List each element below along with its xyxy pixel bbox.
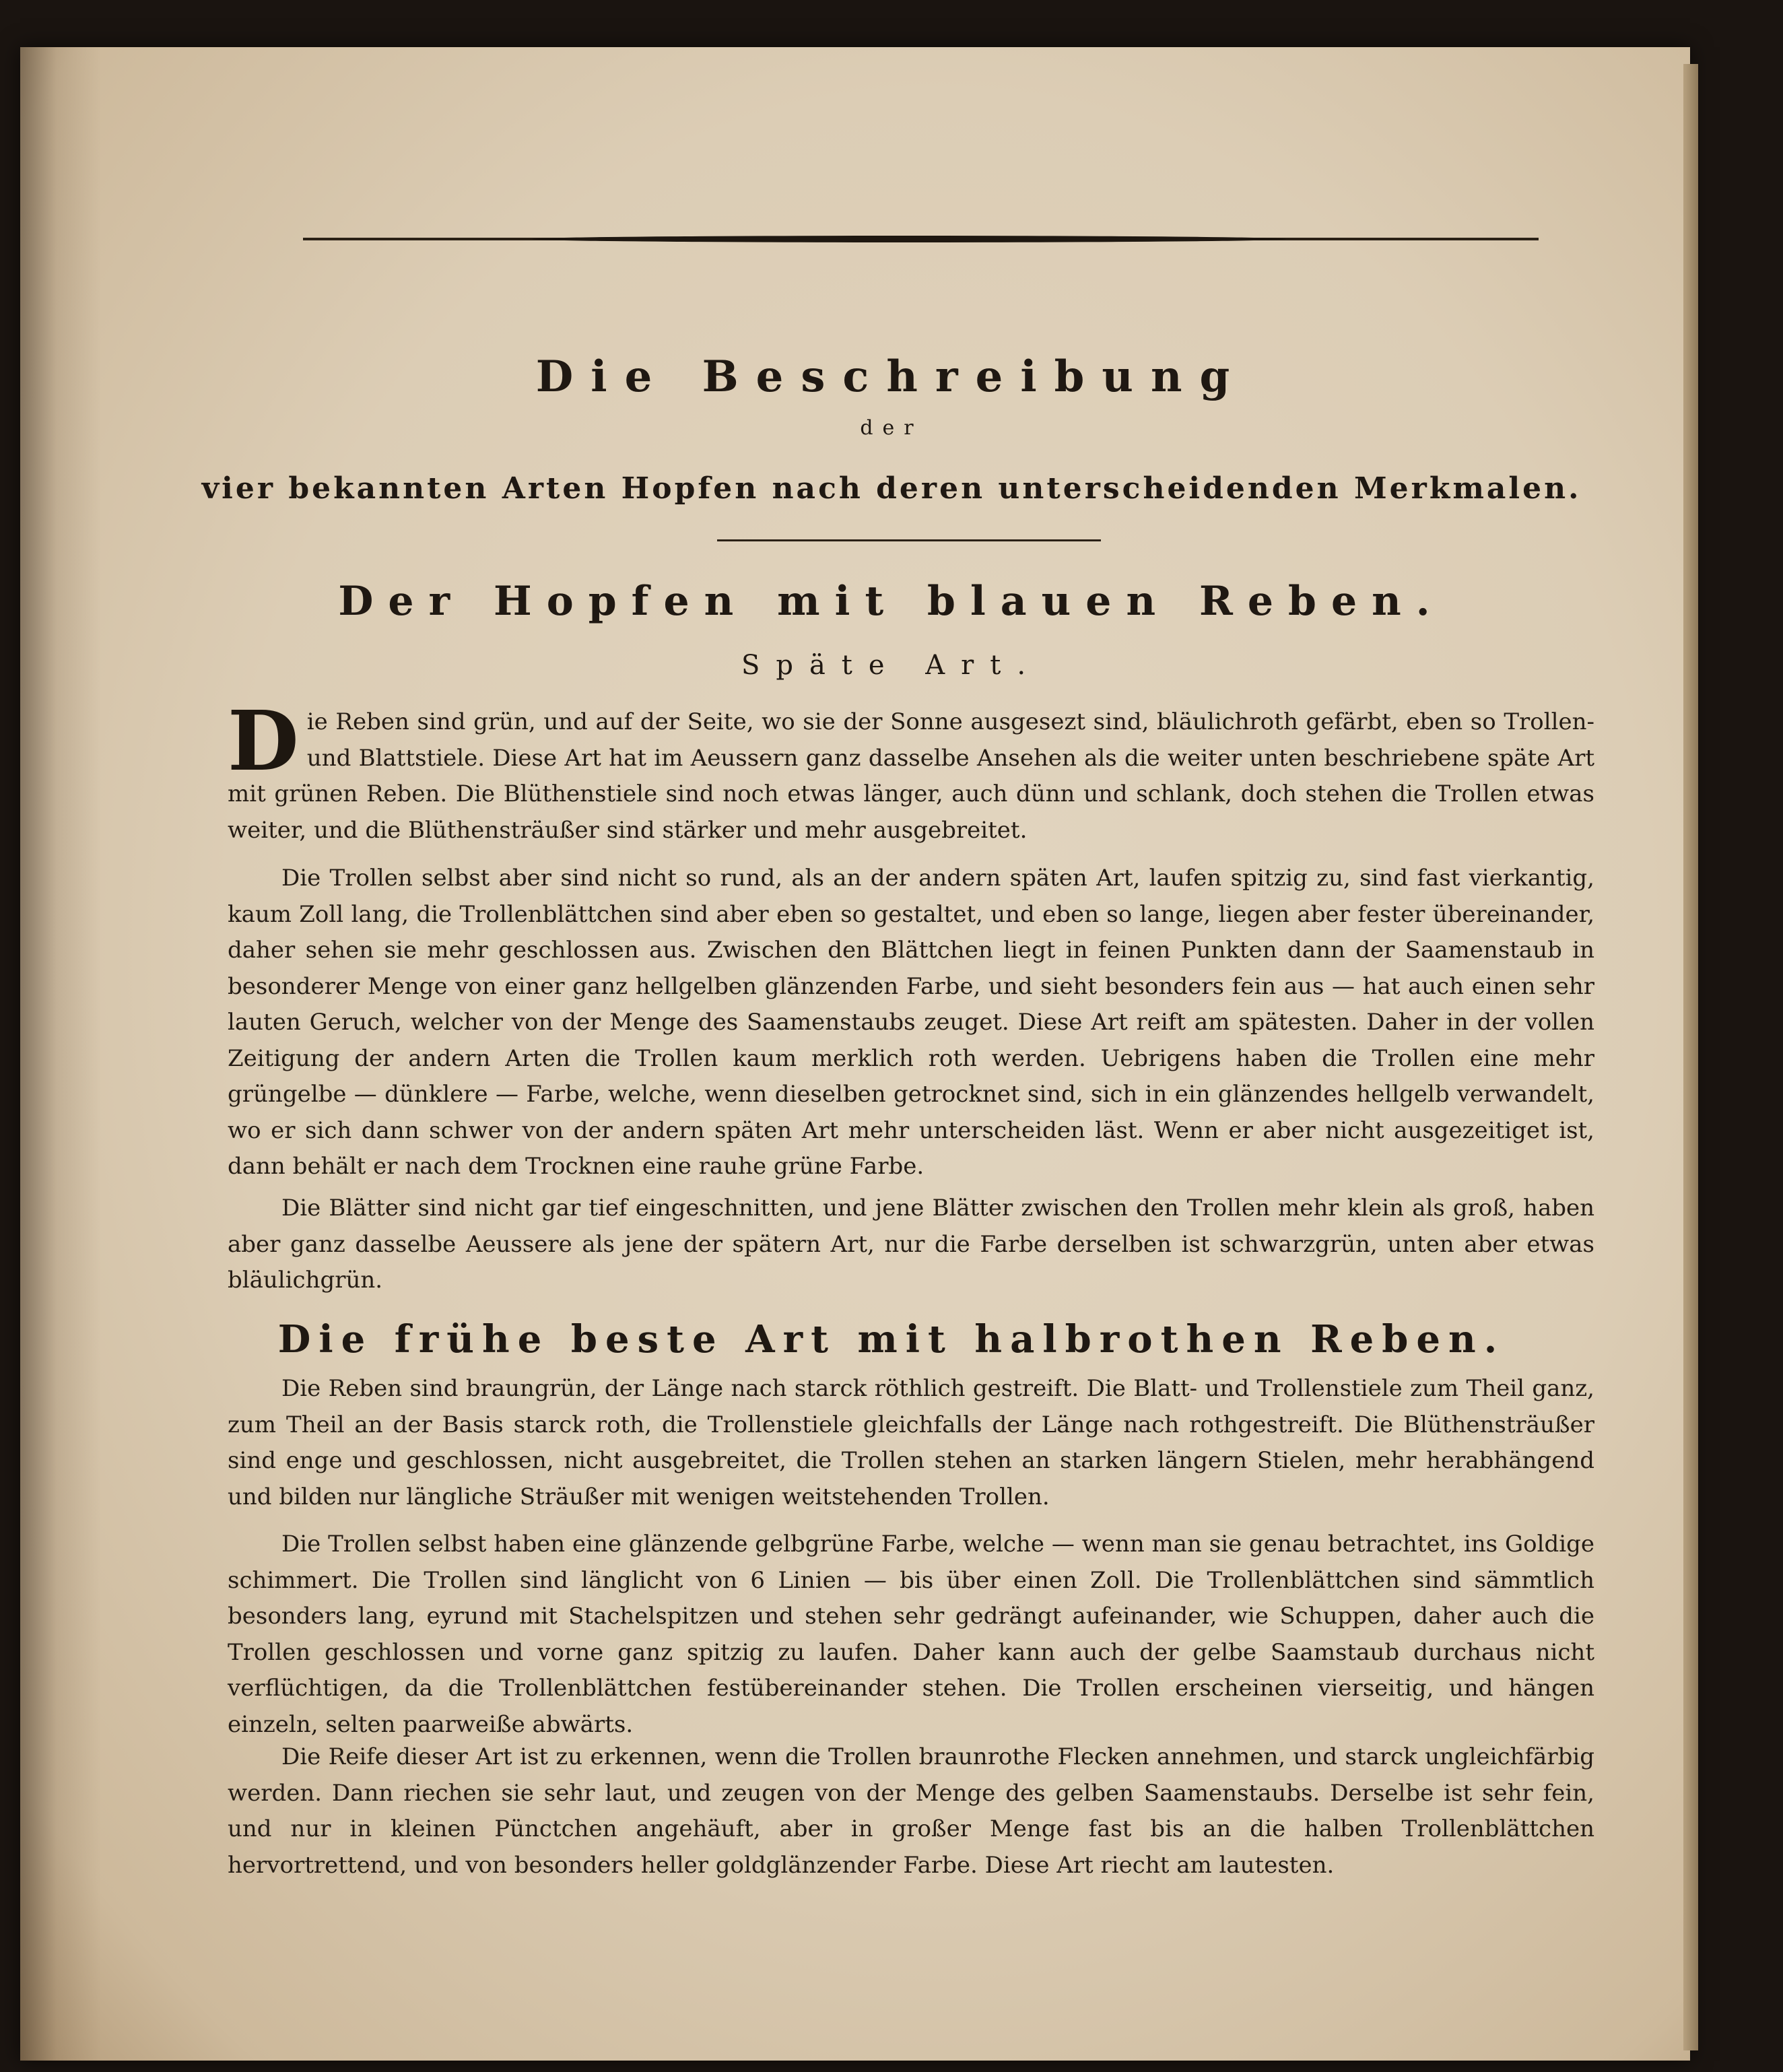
divider-rule xyxy=(717,539,1101,541)
paragraph-text: ie Reben sind grün, und auf der Seite, wo sie der Sonne ausgesezt sind, bläulichroth gefärbt, eben so Trollen- und Blattstiele. Diese Art hat im Aeussern ganz dasselbe Ansehen als die weiter unten beschriebene späte Art mit grünen Reben. Die Blüthenstiele sind noch etwas länger, auch dünn und schlank, doch stehen die Trollen etwas weiter, und die Blüthensträußer sind stärker und mehr ausgebreitet. xyxy=(228,708,1594,844)
paragraph: Die Blätter sind nicht gar tief eingeschnitten, und jene Blätter zwischen den Trollen mehr klein als groß, haben aber ganz dasselbe Aeussere als jene der spätern Art, nur die Farbe derselben ist schwarzgrün, unten aber etwas bläulichgrün. xyxy=(228,1195,1594,1294)
drop-cap: D xyxy=(228,692,299,789)
section-heading: Der Hopfen mit blauen Reben. xyxy=(338,578,1445,625)
section-heading: Die frühe beste Art mit halbrothen Reben. xyxy=(277,1317,1506,1362)
gutter-shadow xyxy=(20,47,101,2061)
page-subtitle: vier bekannten Arten Hopfen nach deren unterscheidenden Merkmalen. xyxy=(201,471,1582,506)
paragraph: Die Reben sind braungrün, der Länge nach starck röthlich gestreift. Die Blatt- und Trollenstiele zum Theil ganz, zum Theil an der Basis starck roth, die Trollenstiele gleichfalls der Länge nach rothgestreift. Die Blüthensträußer sind enge und geschlossen, nicht ausgebreitet, die Trollen stehen an starken längern Stielen, mehr herabhängend und bilden nur längliche Sträußer mit wenigen weitstehenden Trollen. xyxy=(228,1375,1594,1510)
page-title: Die Beschreibung xyxy=(535,352,1248,402)
paragraph: Die Trollen selbst aber sind nicht so rund, als an der andern späten Art, laufen spitzig zu, sind fast vierkantig, kaum Zoll lang, die Trollenblättchen sind aber eben so gestaltet, und eben so lange, liegen aber fester übereinander, daher sehen sie mehr geschlossen aus. Zwischen den Blättchen liegt in feinen Punkten dann der Saamenstaub in besonderer Menge von einer ganz hellgelben glänzenden Farbe, und sieht besonders fein aus — hat auch einen sehr lauten Geruch, welcher von der Menge des Saamenstaubs zeuget. Diese Art reift am spätesten. Daher in der vollen Zeitigung der andern Arten die Trollen kaum merklich roth werden. Uebrigens haben die Trollen eine mehr grüngelbe — dünklere — Farbe, welche, wenn dieselben getrocknet sind, sich in ein glänzendes hellgelb verwandelt, wo er sich dann schwer von der andern späten Art mehr unterscheiden läst. Wenn er aber nicht ausgezeitiget ist, dann behält er nach dem Trocknen eine rauhe grüne Farbe. xyxy=(228,865,1594,1180)
paragraph: Die Trollen selbst haben eine glänzende gelbgrüne Farbe, welche — wenn man sie genau betrachtet, ins Goldige schimmert. Die Trollen sind länglicht von 6 Linien — bis über einen Zoll. Die Trollenblättchen sind sämmtlich besonders lang, eyrund mit Stachelspitzen und stehen sehr gedrängt aufeinander, wie Schuppen, daher auch die Trollen geschlossen und vorne ganz spitzig zu laufen. Daher kann auch der gelbe Saamstaub durchaus nicht verflüchtigen, da die Trollenblättchen festübereinander stehen. Die Trollen erscheinen vierseitig, und hängen einzeln, selten paarweiße abwärts. xyxy=(228,1531,1594,1738)
top-ornamental-rule xyxy=(303,238,1539,240)
title-connector: der xyxy=(860,416,923,440)
paragraph: Die Reife dieser Art ist zu erkennen, wenn die Trollen braunrothe Flecken annehmen, und starck ungleichfärbig werden. Dann riechen sie sehr laut, und zeugen von der Menge des gelben Saamenstaubs. Derselbe ist sehr fein, und nur in kleinen Pünctchen angehäuft, aber in großer Menge fast bis an die halben Trollenblättchen hervortrettend, und von besonders heller goldglänzender Farbe. Diese Art riecht am lautesten. xyxy=(228,1743,1594,1879)
section-subheading: Späte Art. xyxy=(741,650,1042,681)
paragraph xyxy=(228,692,1594,848)
